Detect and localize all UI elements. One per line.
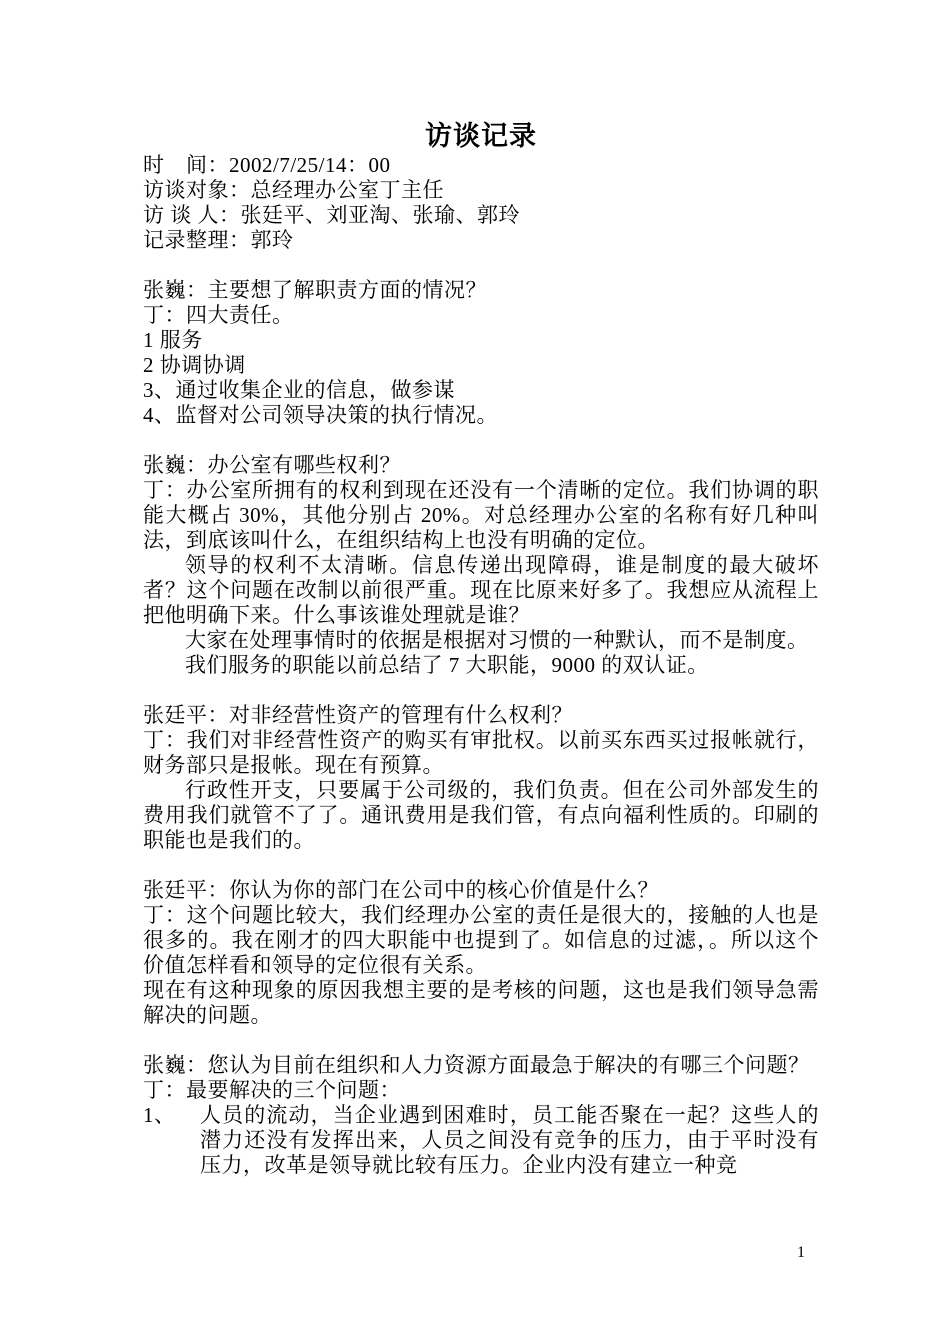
paragraph: 张巍：您认为目前在组织和人力资源方面最急于解决的有哪三个问题？ <box>143 1053 810 1077</box>
meta-line-time: 时 间：2002/7/25/14：00 <box>143 153 391 177</box>
paragraph: 2 协调协调 <box>143 353 246 377</box>
paragraph: 丁：我们对非经营性资产的购买有审批权。以前买东西买过报帐就行，财务部只是报帐。现在有预算。 <box>143 728 819 777</box>
paragraph: 张巍：主要想了解职责方面的情况？ <box>143 278 487 302</box>
blank-line <box>143 1028 819 1053</box>
blank-line <box>143 428 819 453</box>
section-responsibilities <box>143 278 819 428</box>
numbered-list-item <box>143 1103 819 1178</box>
page-number: 1 <box>797 1244 805 1261</box>
paragraph: 丁：四大责任。 <box>143 303 294 327</box>
paragraph: 丁：最要解决的三个问题： <box>143 1078 401 1102</box>
paragraph: 4、监督对公司领导决策的执行情况。 <box>143 403 498 427</box>
paragraph: 行政性开支，只要属于公司级的，我们负责。但在公司外部发生的费用我们就管不了了。通讯费用是我们管，有点向福利性质的。印刷的职能也是我们的。 <box>143 778 819 852</box>
meta-block <box>143 153 819 253</box>
blank-line <box>143 253 819 278</box>
section-three-problems <box>143 1053 819 1178</box>
paragraph: 丁：这个问题比较大，我们经理办公室的责任是很大的，接触的人也是很多的。我在刚才的四大职能中也提到了。如信息的过滤，。所以这个价值怎样看和领导的定位很有关系。 <box>143 903 819 977</box>
paragraph: 张廷平：你认为你的部门在公司中的核心价值是什么？ <box>143 878 659 902</box>
paragraph: 丁：办公室所拥有的权利到现在还没有一个清晰的定位。我们协调的职能大概占 30%，其他分别占 20%。对总经理办公室的名称有好几种叫法，到底该叫什么，在组织结构上也没有明确的定位。 <box>143 478 819 552</box>
paragraph: 大家在处理事情时的依据是根据对习惯的一种默认，而不是制度。 <box>185 628 809 652</box>
meta-line-interviewee: 访谈对象：总经理办公室丁主任 <box>143 178 444 202</box>
list-number: 1、 <box>143 1103 176 1127</box>
paragraph: 张巍：办公室有哪些权利？ <box>143 453 401 477</box>
paragraph: 张廷平：对非经营性资产的管理有什么权利？ <box>143 703 573 727</box>
paragraph: 3、通过收集企业的信息，做参谋 <box>143 378 455 402</box>
meta-line-recorder: 记录整理：郭玲 <box>143 228 294 252</box>
section-asset-management <box>143 703 819 853</box>
list-text: 人员的流动，当企业遇到困难时，员工能否聚在一起？这些人的潜力还没有发挥出来，人员之间没有竞争的压力，由于平时没有压力，改革是领导就比较有压力。企业内没有建立一种竞 <box>200 1103 819 1177</box>
section-office-rights <box>143 453 819 678</box>
paragraph: 现在有这种现象的原因我想主要的是考核的问题，这也是我们领导急需解决的问题。 <box>143 978 819 1027</box>
paragraph: 领导的权利不太清晰。信息传递出现障碍，谁是制度的最大破坏者？这个问题在改制以前很严重。现在比原来好多了。我想应从流程上把他明确下来。什么事该谁处理就是谁？ <box>143 553 819 627</box>
document-title: 访谈记录 <box>425 121 537 151</box>
blank-line <box>143 678 819 703</box>
meta-line-interviewers: 访 谈 人：张廷平、刘亚淘、张瑜、郭玲 <box>143 203 520 227</box>
document-body <box>143 120 819 1178</box>
paragraph: 1 服务 <box>143 328 203 352</box>
paragraph: 我们服务的职能以前总结了 7 大职能，9000 的双认证。 <box>185 653 709 677</box>
section-core-value <box>143 878 819 1028</box>
blank-line <box>143 853 819 878</box>
